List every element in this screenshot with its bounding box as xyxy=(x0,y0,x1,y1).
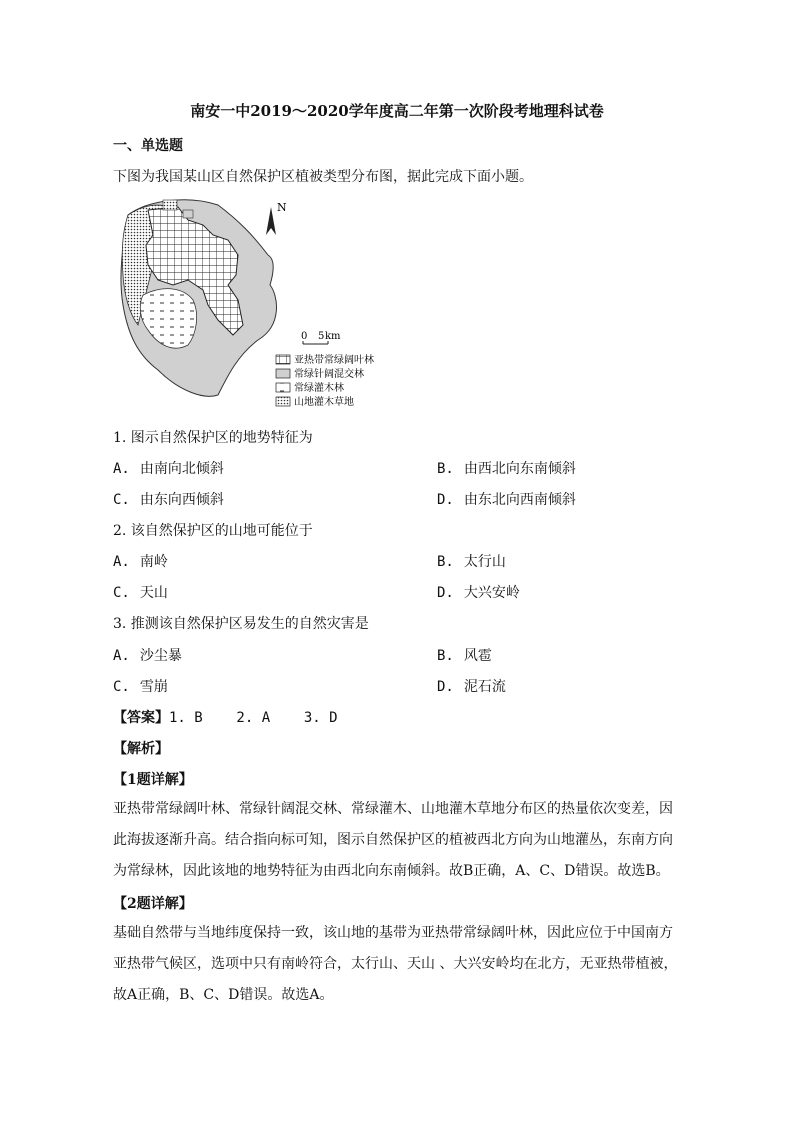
analysis-label: 【解析】 xyxy=(113,741,169,757)
q3-option-c[interactable]: C. 雪崩 xyxy=(113,679,168,695)
question-3-stem: 3. 推测该自然保护区易发生的自然灾害是 xyxy=(113,616,369,632)
q2-option-a[interactable]: A. 南岭 xyxy=(113,554,168,570)
answer-line xyxy=(113,707,338,727)
answer-label: 【答案】 xyxy=(113,710,169,726)
exam-title: 南安一中2019～2020学年度高二年第一次阶段考地理科试卷 xyxy=(190,102,604,120)
svg-text:0: 0 xyxy=(301,331,308,342)
question-2-stem: 2. 该自然保护区的山地可能位于 xyxy=(113,523,313,539)
question-1-stem: 1. 图示自然保护区的地势特征为 xyxy=(113,430,313,446)
north-arrow-icon xyxy=(266,201,287,235)
q2-option-c[interactable]: C. 天山 xyxy=(113,585,168,601)
svg-text:N: N xyxy=(277,201,287,214)
detail-2-text: 基础自然带与当地纬度保持一致，该山地的基带为亚热带常绿阔叶林，因此应位于中国南方亚热带气候区，选项中只有南岭符合，太行山、天山 、大兴安岭均在北方，无亚热带植被，故A正确，B、C、D错误。故选A。 xyxy=(113,925,678,1003)
q2-option-b[interactable]: B. 太行山 xyxy=(437,554,506,570)
q3-option-d[interactable]: D. 泥石流 xyxy=(437,679,506,695)
q3-option-a[interactable]: A. 沙尘暴 xyxy=(113,648,182,664)
q1-option-d[interactable]: D. 由东北向西南倾斜 xyxy=(437,492,576,508)
answer-text: 1. B 2. A 3. D xyxy=(169,710,338,726)
section-heading: 一、单选题 xyxy=(113,138,183,154)
legend-broadleaf: 亚热带常绿阔叶林 xyxy=(294,355,374,366)
q1-option-b[interactable]: B. 由西北向东南倾斜 xyxy=(437,461,576,477)
svg-text:5: 5 xyxy=(318,331,325,342)
q2-option-d[interactable]: D. 大兴安岭 xyxy=(437,585,520,601)
q3-option-b[interactable]: B. 风雹 xyxy=(437,648,492,664)
q1-option-c[interactable]: C. 由东向西倾斜 xyxy=(113,492,224,508)
scale-bar xyxy=(301,331,341,344)
map-legend xyxy=(276,353,374,408)
detail-2-label: 【2题详解】 xyxy=(113,896,193,912)
legend-grassland: 山地灌木草地 xyxy=(294,397,354,408)
legend-shrub: 常绿灌木林 xyxy=(294,383,344,394)
detail-1-label: 【1题详解】 xyxy=(113,772,193,788)
legend-mixed: 常绿针阔混交林 xyxy=(294,369,364,380)
detail-1-text: 亚热带常绿阔叶林、常绿针阔混交林、常绿灌木、山地灌木草地分布区的热量依次变差，因此海拔逐渐升高。结合指向标可知，图示自然保护区的植被西北方向为山地灌丛，东南方向为常绿林，因此该地的地势特征为由西北向东南倾斜。故B正确，A、C、D错误。故选B。 xyxy=(113,801,673,879)
q1-option-a[interactable]: A. 由南向北倾斜 xyxy=(113,461,224,477)
question-intro: 下图为我国某山区自然保护区植被类型分布图，据此完成下面小题。 xyxy=(113,169,533,185)
svg-text:km: km xyxy=(325,331,341,342)
vegetation-map xyxy=(118,195,418,420)
